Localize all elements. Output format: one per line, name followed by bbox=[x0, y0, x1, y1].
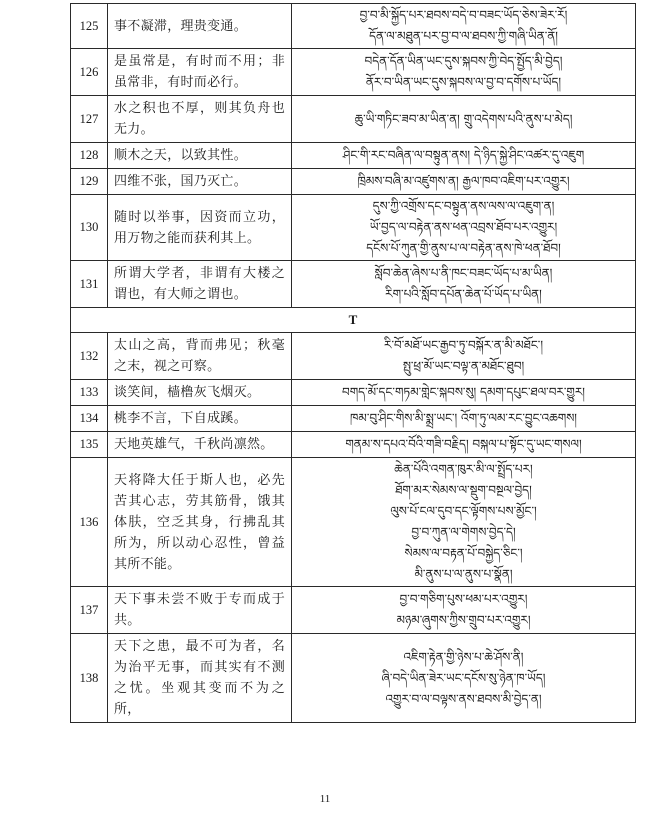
table-row bbox=[71, 143, 636, 169]
chinese-phrase: 事不凝滞，理贵变通。 bbox=[108, 4, 292, 49]
tibetan-translation bbox=[292, 261, 636, 308]
chinese-phrase: 是虽常是，有时而不用；非虽常非，有时而必行。 bbox=[108, 49, 292, 96]
tibetan-line: ལུས་པོ་ངལ་དུབ་དང་ལྟོགས་པས་མྱོང་། bbox=[390, 504, 537, 518]
table-row bbox=[71, 333, 636, 380]
tibetan-line: དུས་ཀྱི་འགྲོས་དང་བསྟུན་ནས་ལས་ལ་འཇུག་ན། bbox=[372, 199, 555, 213]
tibetan-line: མཉམ་ཞུགས་ཀྱིས་གྲུབ་པར་འགྱུར། bbox=[396, 613, 531, 627]
chinese-phrase: 桃李不言，下自成蹊。 bbox=[108, 406, 292, 432]
tibetan-line: ནོར་བ་ཡིན་ཡང་དུས་སྐབས་ལ་བྱ་བ་དགོས་པ་ཡོད། bbox=[365, 75, 562, 89]
row-number: 130 bbox=[71, 195, 108, 261]
row-number: 127 bbox=[71, 96, 108, 143]
table-row bbox=[71, 634, 636, 723]
row-number: 132 bbox=[71, 333, 108, 380]
chinese-phrase: 所谓大学者，非谓有大楼之谓也，有大师之谓也。 bbox=[108, 261, 292, 308]
chinese-phrase: 太山之高，背而弗见；秋毫之末，视之可察。 bbox=[108, 333, 292, 380]
table-row bbox=[71, 587, 636, 634]
tibetan-line: རི་བོ་མཐོ་ཡང་རྒྱབ་ཏུ་བསྐོར་ན་མི་མཐོང་། bbox=[384, 338, 543, 352]
row-number: 135 bbox=[71, 432, 108, 458]
row-number: 129 bbox=[71, 169, 108, 195]
table-row bbox=[71, 261, 636, 308]
chinese-phrase: 顺木之天，以致其性。 bbox=[108, 143, 292, 169]
tibetan-translation bbox=[292, 587, 636, 634]
tibetan-line: སེམས་ལ་བརྟན་པོ་བསྐྱེད་ཅིང་། bbox=[404, 546, 523, 560]
tibetan-translation bbox=[292, 333, 636, 380]
tibetan-translation bbox=[292, 96, 636, 143]
tibetan-line: སྤུ་ཕྲ་མོ་ཡང་བལྟ་ན་མཐོང་ཐུབ། bbox=[402, 359, 525, 373]
tibetan-line: དངོས་པོ་ཀུན་གྱི་ནུས་པ་ལ་བརྟེན་ནས་ཁེ་ཕན་ཐོབ། bbox=[366, 241, 561, 255]
tibetan-line: ཆུ་ཡི་གཏིང་ཟབ་མ་ཡིན་ན། གྲུ་འདེགས་པའི་ནུས་པ་མེད། bbox=[354, 111, 573, 126]
tibetan-translation bbox=[292, 49, 636, 96]
tibetan-line: བགད་མོ་དང་གཏམ་གླེང་སྐབས་སུ། དམག་དཔུང་ཐལ་བར་གྱུར། bbox=[342, 385, 585, 399]
chinese-phrase: 四维不张，国乃灭亡。 bbox=[108, 169, 292, 195]
tibetan-line: ཤིང་གི་རང་བཞིན་ལ་བསྟུན་ནས། དེ་ཉིད་སྐྱེ་ཤིང་འཚར་དུ་འཇུག bbox=[342, 148, 585, 162]
chinese-phrase: 天下之患，最不可为者，名为治平无事，而其实有不测之忧。坐观其变而不为之所， bbox=[108, 634, 292, 723]
row-number: 136 bbox=[71, 458, 108, 587]
tibetan-line: ཐོག་མར་སེམས་ལ་སྡུག་བསྔལ་བྱེད། bbox=[395, 483, 532, 497]
tibetan-line: སློབ་ཆེན་ཞེས་པ་ནི་ཁང་བཟང་ཡོད་པ་མ་ཡིན། bbox=[374, 266, 553, 280]
chinese-phrase: 水之积也不厚，则其负舟也无力。 bbox=[108, 96, 292, 143]
table-row bbox=[71, 4, 636, 49]
idiom-table bbox=[70, 3, 636, 723]
tibetan-translation bbox=[292, 432, 636, 458]
row-number: 128 bbox=[71, 143, 108, 169]
tibetan-line: གནམ་ས་དཔའ་བོའི་གཟི་བརྗིད། བསྐལ་པ་སྟོང་དུ་ཡང་གསལ། bbox=[345, 437, 582, 451]
table-row bbox=[71, 49, 636, 96]
row-number: 131 bbox=[71, 261, 108, 308]
tibetan-line: ཆེན་པོའི་འགན་ཁུར་མི་ལ་སྤྲོད་པར། bbox=[394, 462, 533, 476]
tibetan-line: འགྱུར་བ་ལ་བལྟས་ནས་ཐབས་མི་བྱེད་ན། bbox=[385, 691, 542, 706]
tibetan-line: དོན་ལ་མཐུན་པར་བྱ་བ་ལ་ཐབས་ཀྱི་གཞི་ཡིན་ནོ། bbox=[369, 29, 558, 43]
tibetan-line: རིག་པའི་སློབ་དཔོན་ཆེན་པོ་ཡོད་པ་ཡིན། bbox=[385, 287, 542, 301]
row-number: 125 bbox=[71, 4, 108, 49]
tibetan-translation bbox=[292, 634, 636, 723]
tibetan-translation bbox=[292, 406, 636, 432]
table-row bbox=[71, 96, 636, 143]
table-row bbox=[71, 169, 636, 195]
tibetan-line: ཁམ་བུ་ཤིང་གིས་མི་སྨྲ་ཡང་། འོག་ཏུ་ལམ་རང་བྱུང་འཆགས། bbox=[350, 411, 577, 425]
chinese-phrase: 随时以举事，因资而立功，用万物之能而获利其上。 bbox=[108, 195, 292, 261]
tibetan-line: བྱ་བ་མི་སྐྱོད་པར་ཐབས་བདེ་བ་བཟང་ཡོད་ཅེས་ཟེར་རོ། bbox=[359, 8, 568, 22]
page-number: 11 bbox=[319, 793, 331, 805]
row-number: 138 bbox=[71, 634, 108, 723]
tibetan-line: བྱ་བ་ཀུན་ལ་གེགས་བྱེད་དེ། bbox=[411, 525, 516, 539]
section-header-row bbox=[71, 308, 636, 333]
tibetan-line: འཇིག་རྟེན་གྱི་ཉེས་པ་ཆེ་ཤོས་ནི། bbox=[403, 649, 524, 664]
tibetan-translation bbox=[292, 143, 636, 169]
table-row bbox=[71, 432, 636, 458]
tibetan-line: བྱ་བ་གཅིག་པུས་ཕམ་པར་འགྱུར། bbox=[399, 592, 528, 606]
tibetan-translation bbox=[292, 380, 636, 406]
tibetan-translation bbox=[292, 169, 636, 195]
tibetan-line: ཡོ་བྱད་ལ་བརྟེན་ནས་ཕན་འབྲས་ཐོབ་པར་འགྱུར། bbox=[369, 220, 558, 234]
chinese-phrase: 天下事未尝不败于专而成于共。 bbox=[108, 587, 292, 634]
tibetan-line: བདེན་དོན་ཡིན་ཡང་དུས་སྐབས་ཀྱི་བེད་སྤྱོད་མི་བྱེད། bbox=[364, 54, 563, 68]
tibetan-line: ཁྲིམས་བཞི་མ་འཛུགས་ན། རྒྱལ་ཁབ་འཇིག་པར་འགྱུར། bbox=[357, 174, 570, 188]
row-number: 126 bbox=[71, 49, 108, 96]
table-row bbox=[71, 406, 636, 432]
chinese-phrase: 谈笑间，樯橹灰飞烟灭。 bbox=[108, 380, 292, 406]
table-row bbox=[71, 458, 636, 587]
chinese-phrase: 天地英雄气，千秋尚凛然。 bbox=[108, 432, 292, 458]
tibetan-translation bbox=[292, 458, 636, 587]
tibetan-line: ཞི་བདེ་ཡིན་ཟེར་ཡང་དངོས་སུ་ཉེན་ཁ་ཡོད། bbox=[381, 670, 546, 685]
tibetan-translation bbox=[292, 195, 636, 261]
row-number: 137 bbox=[71, 587, 108, 634]
chinese-phrase: 天将降大任于斯人也，必先苦其心志，劳其筋骨，饿其体肤，空乏其身，行拂乱其所为，所以动心忍性，曾益其所不能。 bbox=[108, 458, 292, 587]
section-letter: T bbox=[71, 308, 636, 333]
tibetan-line: མི་ནུས་པ་ལ་ནུས་པ་སྣོན། bbox=[414, 567, 513, 581]
tibetan-translation bbox=[292, 4, 636, 49]
table-row bbox=[71, 380, 636, 406]
table-row bbox=[71, 195, 636, 261]
row-number: 133 bbox=[71, 380, 108, 406]
row-number: 134 bbox=[71, 406, 108, 432]
